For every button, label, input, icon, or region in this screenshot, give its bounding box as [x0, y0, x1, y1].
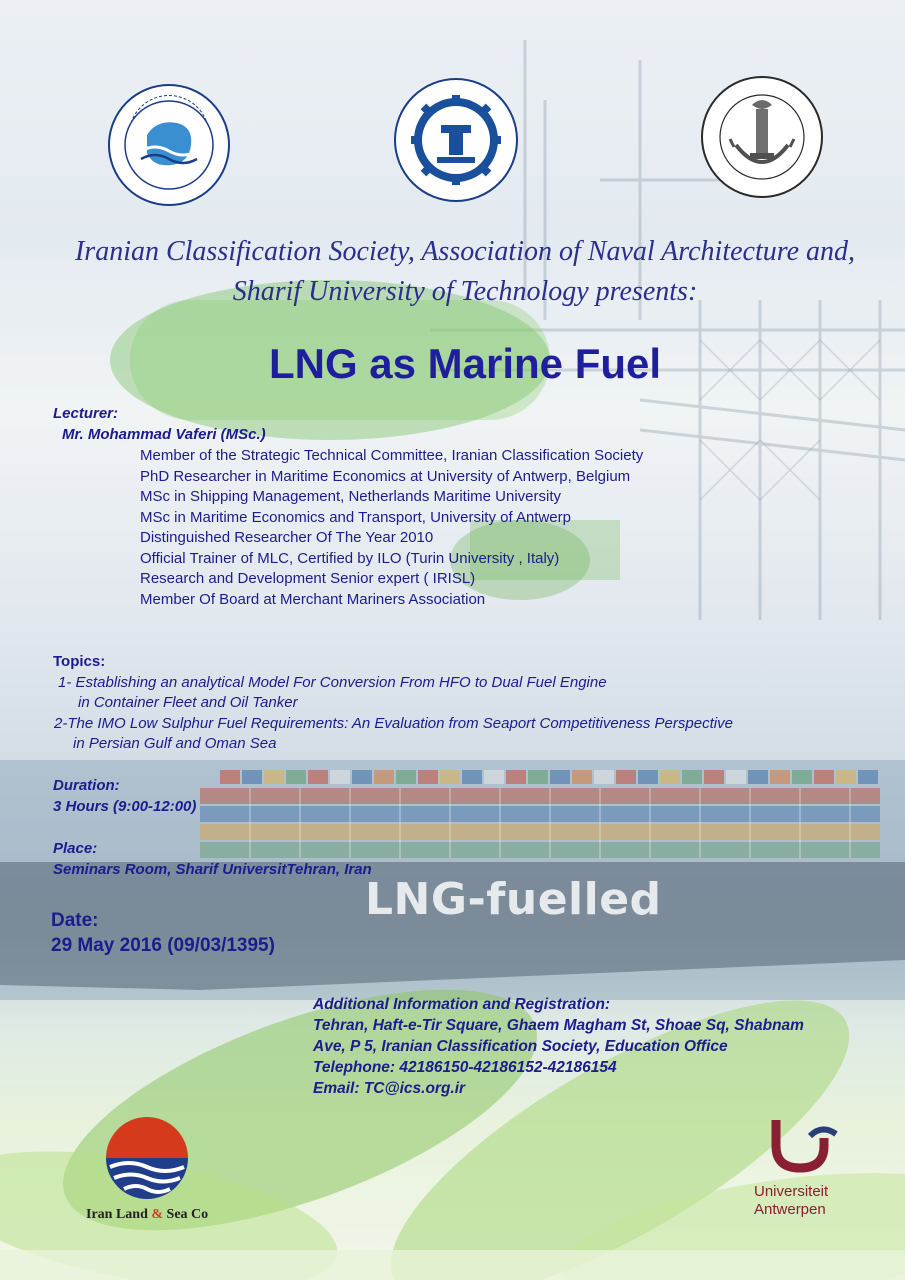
- intro-line-2: Sharif University of Technology presents:: [232, 276, 698, 307]
- topic-1-line-1: 1- Establishing an analytical Model For Conversion From HFO to Dual Fuel Engine: [58, 674, 607, 691]
- iran-land-sea-logo: [104, 1115, 190, 1206]
- lecturer-name: Mr. Mohammad Vaferi (MSc.): [62, 426, 266, 443]
- ship-banner-text: LNG-fuelled: [365, 874, 662, 925]
- place-label: Place:: [53, 840, 98, 857]
- intro-line-1: Iranian Classification Society, Association of Naval Architecture and,: [74, 236, 856, 267]
- antwerp-name: [754, 1183, 828, 1219]
- credential-item: MSc in Shipping Management, Netherlands Maritime University: [140, 488, 562, 505]
- topic-1-line-2: in Container Fleet and Oil Tanker: [78, 694, 298, 711]
- registration-label: Additional Information and Registration:: [313, 996, 611, 1013]
- duration-label: Duration:: [53, 777, 120, 794]
- sharif-university-logo: [393, 77, 519, 208]
- registration-address-line-2: Ave, P 5, Iranian Classification Society, Education Office: [313, 1038, 728, 1055]
- topic-2-line-1: 2-The IMO Low Sulphur Fuel Requirements: An Evaluation from Seaport Competitiveness Perspective: [54, 715, 733, 732]
- ilsc-name-part-1: Iran Land: [86, 1207, 152, 1222]
- registration-block: [313, 994, 804, 1099]
- credential-item: PhD Researcher in Maritime Economics at University of Antwerp, Belgium: [140, 467, 631, 485]
- place-value: Seminars Room, Sharif UniversitTehran, Iran: [53, 861, 372, 878]
- antwerp-line-1: Universiteit: [754, 1183, 829, 1200]
- topics-label: Topics:: [53, 653, 106, 670]
- credential-item: Official Trainer of MLC, Certified by ILO (Turin University , Italy): [140, 549, 560, 567]
- date-label: Date:: [51, 910, 99, 931]
- date-value: 29 May 2016 (09/03/1395): [51, 935, 275, 956]
- duration-value: 3 Hours (9:00-12:00): [53, 798, 197, 815]
- registration-telephone: Telephone: 42186150-42186152-42186154: [313, 1059, 617, 1076]
- page-title: LNG as Marine Fuel: [268, 340, 662, 387]
- lecturer-label: Lecturer:: [53, 405, 119, 422]
- topic-2-line-2: in Persian Gulf and Oman Sea: [73, 735, 277, 752]
- naval-association-logo: [107, 83, 231, 212]
- antwerp-line-2: Antwerpen: [754, 1201, 826, 1218]
- ilsc-name-part-2: Sea Co: [163, 1207, 209, 1222]
- credential-item: Member of the Strategic Technical Committee, Iranian Classification Society: [140, 447, 644, 464]
- credential-item: Distinguished Researcher Of The Year 2010: [140, 529, 434, 546]
- ics-logo: [700, 75, 824, 204]
- credential-item: MSc in Maritime Economics and Transport, University of Antwerp: [140, 508, 571, 526]
- ilsc-ampersand: &: [151, 1207, 164, 1222]
- registration-address-line-1: Tehran, Haft-e-Tir Square, Ghaem Magham St, Shoae Sq, Shabnam: [313, 1017, 804, 1034]
- credential-item: Member Of Board at Merchant Mariners Association: [140, 590, 486, 608]
- antwerp-logo: [770, 1116, 844, 1181]
- iran-land-sea-name: [86, 1207, 208, 1223]
- credential-item: Research and Development Senior expert ( IRISL): [140, 570, 476, 587]
- lecturer-credentials: [140, 446, 643, 610]
- registration-email[interactable]: Email: TC@ics.org.ir: [313, 1080, 466, 1097]
- intro-text: [40, 232, 890, 312]
